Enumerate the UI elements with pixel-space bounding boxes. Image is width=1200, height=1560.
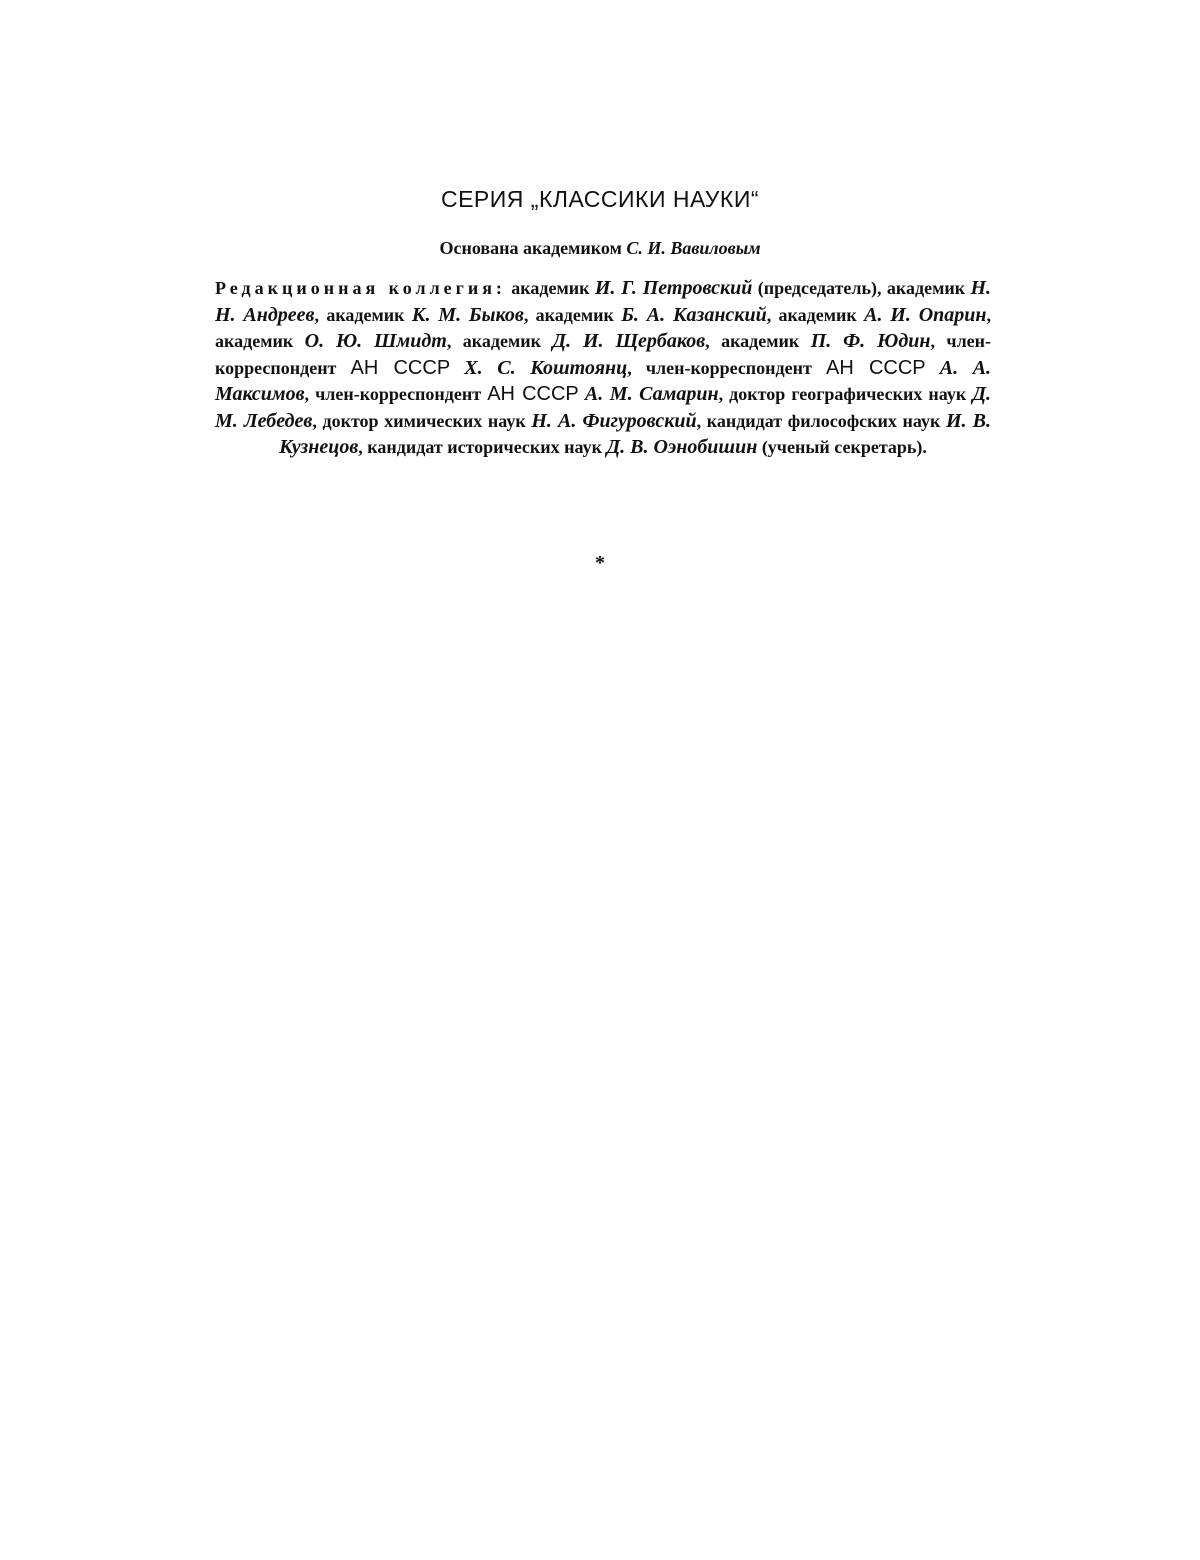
academy-name: АН СССР <box>487 383 579 405</box>
board-member-name: Б. А. Казанский <box>621 303 767 326</box>
board-member-name: А. А. Максимов <box>215 356 992 405</box>
board-member-name: К. М. Быков <box>411 303 524 326</box>
board-text: , кандидат философских наук <box>696 410 946 431</box>
founder-name: С. И. Вавиловым <box>626 238 761 258</box>
board-member-name: И. В. Кузнецов <box>279 409 991 458</box>
board-text: , доктор географических наук <box>718 384 973 404</box>
board-member-name: Н. Н. Андреев <box>215 277 991 326</box>
board-text: , член-корреспондент <box>627 357 826 378</box>
board-text: , академик <box>215 304 991 351</box>
board-text: , член-корреспондент <box>304 384 488 404</box>
board-member-name: Н. А. Фигуровский <box>531 409 697 432</box>
board-text: , доктор химических наук <box>312 410 532 431</box>
ornament-asterisk: * <box>595 552 605 574</box>
academy-name: АН СССР <box>825 356 926 379</box>
board-heading: Редакционная коллегия: <box>215 278 506 298</box>
founded-line <box>0 238 1200 259</box>
board-text <box>450 358 464 378</box>
board-member-name: Д. М. Лебедев <box>215 383 992 432</box>
academy-name: АН СССР <box>350 356 451 379</box>
board-text: , кандидат исторических наук <box>358 437 607 457</box>
board-text: , академик <box>766 304 865 325</box>
board-member-name: А. И. Опарин <box>864 303 987 326</box>
board-text: , академик <box>314 304 412 325</box>
board-member-name: Д. В. Оэнобишин <box>606 436 758 458</box>
board-text: , академик <box>446 331 553 351</box>
board-text <box>926 358 940 378</box>
board-text: (ученый секретарь). <box>757 437 927 457</box>
board-text: , академик <box>705 331 811 351</box>
board-member-name: Х. С. Коштоянц <box>464 356 628 379</box>
board-member-name: А. М. Самарин <box>584 383 719 405</box>
board-text: (председатель), академик <box>752 278 971 298</box>
board-member-name: И. Г. Петровский <box>594 277 753 299</box>
board-member-name: П. Ф. Юдин <box>810 330 931 352</box>
board-text: , член-корреспондент <box>215 331 992 378</box>
board-text: , академик <box>523 304 622 325</box>
board-text: академик <box>505 278 595 298</box>
series-title: СЕРИЯ „КЛАССИКИ НАУКИ“ <box>440 186 760 212</box>
founded-prefix: Основана академиком <box>439 238 627 258</box>
board-member-name: Д. И. Щербаков <box>552 330 706 352</box>
editorial-board <box>215 275 991 461</box>
board-member-name: О. Ю. Шмидт <box>304 330 447 352</box>
